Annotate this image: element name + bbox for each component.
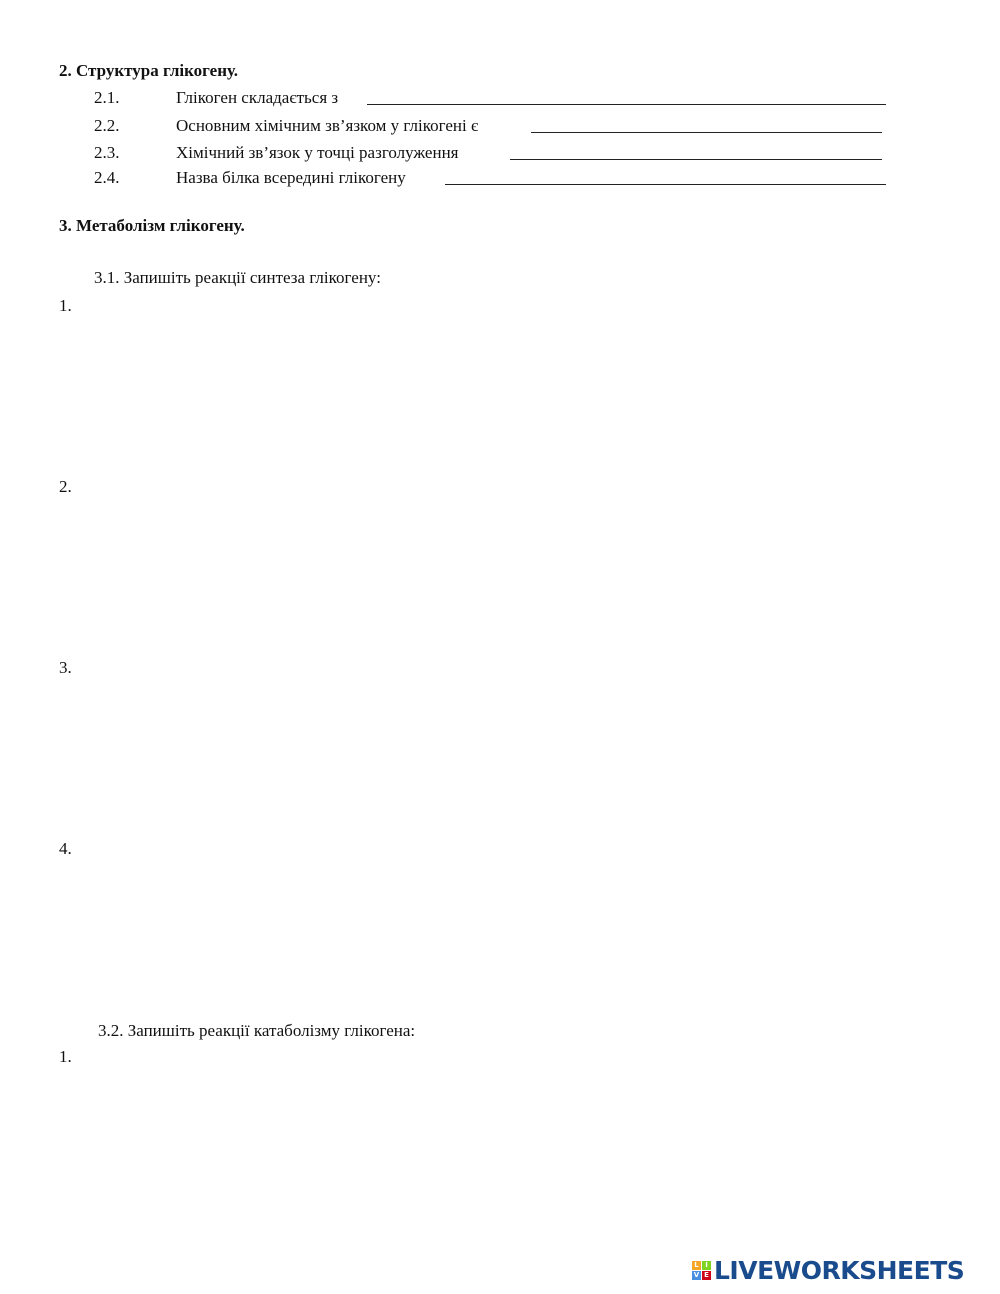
synthesis-item-2: 2.: [59, 477, 72, 496]
item-2-3-text: Хімічний зв’язок у точці разголуження: [176, 143, 459, 162]
logo-text: LIVEWORKSHEETS: [714, 1255, 965, 1285]
subsection-3-2-title: 3.2. Запишіть реакції катаболізму глікогена:: [98, 1021, 416, 1040]
logo-grid-icon: [692, 1261, 711, 1280]
section-2-heading: 2. Структура глікогену.: [59, 61, 239, 80]
item-2-2-text: Основним хімічним зв’язком у глікогені є: [176, 116, 479, 135]
synthesis-item-3: 3.: [59, 658, 72, 677]
synthesis-item-4: 4.: [59, 839, 72, 858]
item-2-1-text: Глікоген складається з: [176, 88, 339, 107]
item-2-4-answer-line[interactable]: [445, 184, 886, 185]
item-2-3-answer-line[interactable]: [510, 159, 882, 160]
item-2-4-number: 2.4.: [94, 168, 120, 187]
subsection-3-1-title: 3.1. Запишіть реакції синтеза глікогену:: [94, 268, 381, 287]
item-2-3-number: 2.3.: [94, 143, 120, 162]
section-3-heading: 3. Метаболізм глікогену.: [59, 216, 245, 235]
catabolism-item-1: 1.: [59, 1047, 72, 1066]
logo-letter-l: L: [692, 1261, 701, 1270]
logo-letter-e: E: [702, 1271, 711, 1280]
logo-letter-i: I: [702, 1261, 711, 1270]
logo-letter-v: V: [693, 1271, 700, 1279]
item-2-2-answer-line[interactable]: [531, 132, 882, 133]
synthesis-item-1: 1.: [59, 296, 72, 315]
item-2-1-answer-line[interactable]: [367, 104, 886, 105]
item-2-2-number: 2.2.: [94, 116, 120, 135]
item-2-4-text: Назва білка всередині глікогену: [176, 168, 406, 187]
liveworksheets-logo: [692, 1256, 964, 1284]
item-2-1-number: 2.1.: [94, 88, 120, 107]
